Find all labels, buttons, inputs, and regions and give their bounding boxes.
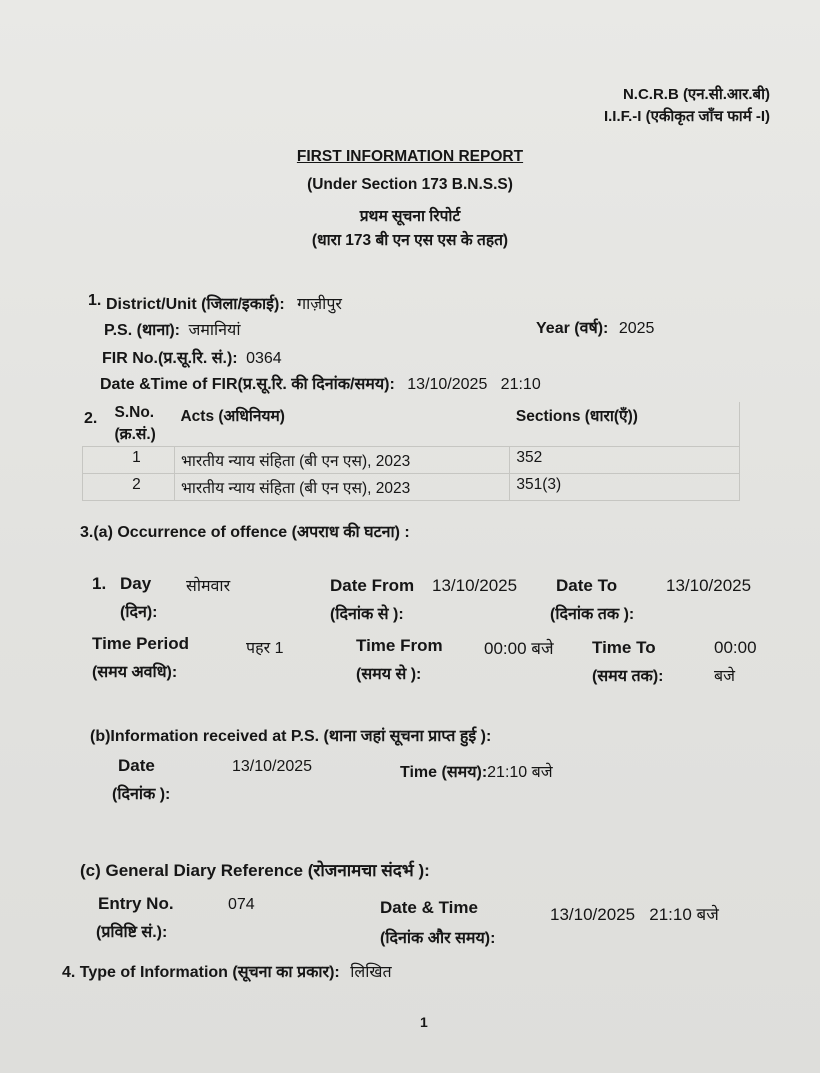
- date-from-hindi: (दिनांक से ):: [330, 606, 404, 623]
- date-from-value: 13/10/2025: [432, 576, 518, 595]
- ncrb-label: N.C.R.B (एन.सी.आर.बी): [622, 86, 770, 103]
- day-label: Day: [120, 574, 152, 593]
- time-period-value: पहर 1: [246, 640, 284, 657]
- fir-datetime-row: [100, 372, 541, 394]
- time-from-label: Time From: [356, 636, 443, 655]
- time-from-hindi: (समय से ):: [356, 666, 422, 683]
- iif-label: I.I.F.-I (एकीकृत जाँच फार्म -I): [603, 108, 770, 125]
- district-label: District/Unit (जिला/इकाई):: [106, 296, 285, 313]
- report-subtitle: (Under Section 173 B.N.S.S): [307, 176, 513, 193]
- col-sno: S.No. (क्र.सं.): [83, 402, 175, 447]
- report-subtitle-hindi: (धारा 173 बी एन एस एस के तहत): [311, 232, 509, 249]
- info-time-value: 21:10 बजे: [487, 764, 553, 781]
- col-sections: Sections (धारा(एँ)): [510, 402, 740, 447]
- entry-hindi: (प्रविष्टि सं.):: [96, 924, 168, 941]
- entry-value: 074: [228, 896, 255, 913]
- report-title-hindi: प्रथम सूचना रिपोर्ट: [359, 208, 461, 225]
- info-time-label: Time (समय):: [400, 764, 488, 781]
- day-label-hindi: (दिन):: [120, 604, 158, 621]
- occurrence-title: 3.(a) Occurrence of offence (अपराध की घटना) :: [80, 524, 410, 541]
- date-to-label: Date To: [556, 576, 618, 595]
- fir-datetime-value: 13/10/2025 21:10: [407, 376, 541, 393]
- date-to-value: 13/10/2025: [666, 576, 752, 595]
- row-section: 352: [510, 447, 740, 474]
- fir-row: [102, 346, 282, 368]
- page-number: 1: [420, 1014, 428, 1030]
- row-act: भारतीय न्याय संहिता (बी एन एस), 2023: [174, 447, 509, 474]
- ps-value: जमानियां: [188, 322, 241, 339]
- year-label: Year (वर्ष):: [536, 320, 609, 337]
- info-type-row: [62, 960, 392, 982]
- info-date-hindi: (दिनांक ):: [112, 786, 171, 803]
- date-from-label: Date From: [330, 576, 415, 595]
- time-to-label: Time To: [592, 638, 656, 657]
- acts-table: [82, 402, 740, 501]
- time-period-label: Time Period: [92, 634, 189, 653]
- gd-datetime-label: Date & Time: [380, 898, 478, 917]
- table-row: [83, 474, 740, 501]
- entry-label: Entry No.: [98, 894, 174, 913]
- item-number: 1.: [92, 574, 107, 593]
- district-value: गाज़ीपुर: [297, 296, 342, 313]
- info-type-label: 4. Type of Information (सूचना का प्रकार):: [62, 964, 340, 981]
- section1-number: 1.: [88, 292, 102, 309]
- fir-datetime-label: Date &Time of FIR(प्र.सू.रि. की दिनांक/समय):: [100, 376, 395, 393]
- ps-row: [104, 318, 241, 340]
- col-acts: Acts (अधिनियम): [174, 402, 509, 447]
- time-to-value: 00:00: [714, 638, 757, 657]
- fir-value: 0364: [246, 350, 282, 367]
- year-value: 2025: [618, 320, 655, 337]
- row-sno: 2: [83, 474, 175, 501]
- info-type-value: लिखित: [350, 964, 392, 981]
- gd-datetime-value: 13/10/2025 21:10 बजे: [550, 905, 719, 924]
- table-row: [83, 447, 740, 474]
- day-value: सोमवार: [186, 578, 231, 595]
- district-row: [106, 292, 342, 314]
- info-time-row: [400, 760, 553, 782]
- time-to-unit: बजे: [714, 668, 736, 685]
- acts-table-header: [83, 402, 740, 447]
- info-received-title: (b)Information received at P.S. (थाना जहां सूचना प्राप्त हुई ):: [90, 728, 492, 745]
- date-to-hindi: (दिनांक तक ):: [550, 606, 635, 623]
- fir-label: FIR No.(प्र.सू.रि. सं.):: [102, 350, 238, 367]
- info-date-label: Date: [118, 756, 155, 775]
- time-to-hindi: (समय तक):: [592, 668, 664, 685]
- section2-number: 2.: [84, 410, 98, 427]
- year-row: [536, 316, 654, 338]
- row-act: भारतीय न्याय संहिता (बी एन एस), 2023: [174, 474, 509, 501]
- gd-datetime-hindi: (दिनांक और समय):: [380, 930, 496, 947]
- row-section: 351(3): [510, 474, 740, 501]
- time-from-value: 00:00 बजे: [484, 639, 554, 658]
- time-period-hindi: (समय अवधि):: [92, 664, 178, 681]
- gd-reference-title: (c) General Diary Reference (रोजनामचा संदर्भ ):: [80, 861, 430, 880]
- ps-label: P.S. (थाना):: [104, 322, 180, 339]
- report-title: FIRST INFORMATION REPORT: [296, 148, 524, 165]
- info-date-value: 13/10/2025: [232, 758, 313, 775]
- row-sno: 1: [83, 447, 175, 474]
